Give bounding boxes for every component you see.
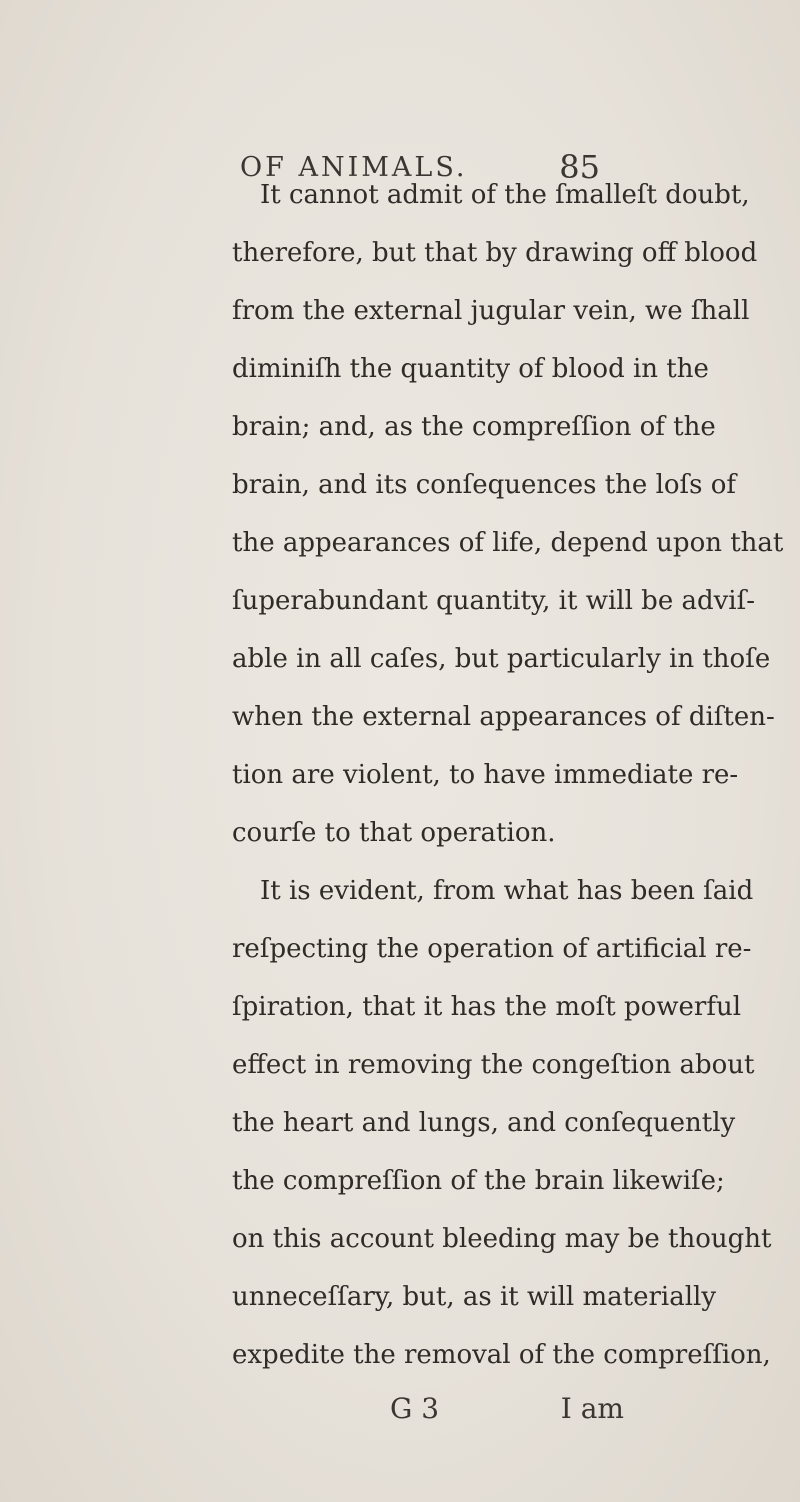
page-number: 85 [559, 148, 600, 186]
text-line: from the external jugular vein, we ſhall [232, 296, 750, 326]
text-line: diminiſh the quantity of blood in the [232, 354, 709, 384]
text-line: It cannot admit of the ſmalleſt doubt, [260, 180, 750, 210]
text-line: ſpiration, that it has the moſt powerful [232, 992, 742, 1022]
text-line: therefore, but that by drawing off blood [232, 238, 758, 268]
page-footer [232, 1392, 624, 1432]
text-line: ſuperabundant quantity, it will be adviſ- [232, 586, 756, 616]
text-line: tion are violent, to have immediate re- [232, 760, 739, 790]
catchword: I am [560, 1392, 624, 1425]
text-line: the compreſſion of the brain likewiſe; [232, 1166, 725, 1196]
running-head: OF ANIMALS. [240, 152, 468, 183]
signature-mark: G 3 [390, 1392, 440, 1425]
text-line: brain; and, as the compreſſion of the [232, 412, 716, 442]
text-line: brain, and its conſequences the loſs of [232, 470, 737, 500]
text-line: the heart and lungs, and conſequently [232, 1108, 736, 1138]
text-line: reſpecting the operation of artificial re- [232, 934, 752, 964]
text-line: courſe to that operation. [232, 818, 556, 848]
text-line: able in all caſes, but particularly in thoſe [232, 644, 771, 674]
text-line: unneceſſary, but, as it will materially [232, 1282, 717, 1312]
text-line: It is evident, from what has been ſaid [260, 876, 754, 906]
text-line: expedite the removal of the compreſſion, [232, 1340, 771, 1370]
text-line: effect in removing the congeſtion about [232, 1050, 755, 1080]
text-line: on this account bleeding may be thought [232, 1224, 772, 1254]
text-line: when the external appearances of diſten- [232, 702, 775, 732]
text-line: the appearances of life, depend upon that [232, 528, 784, 558]
